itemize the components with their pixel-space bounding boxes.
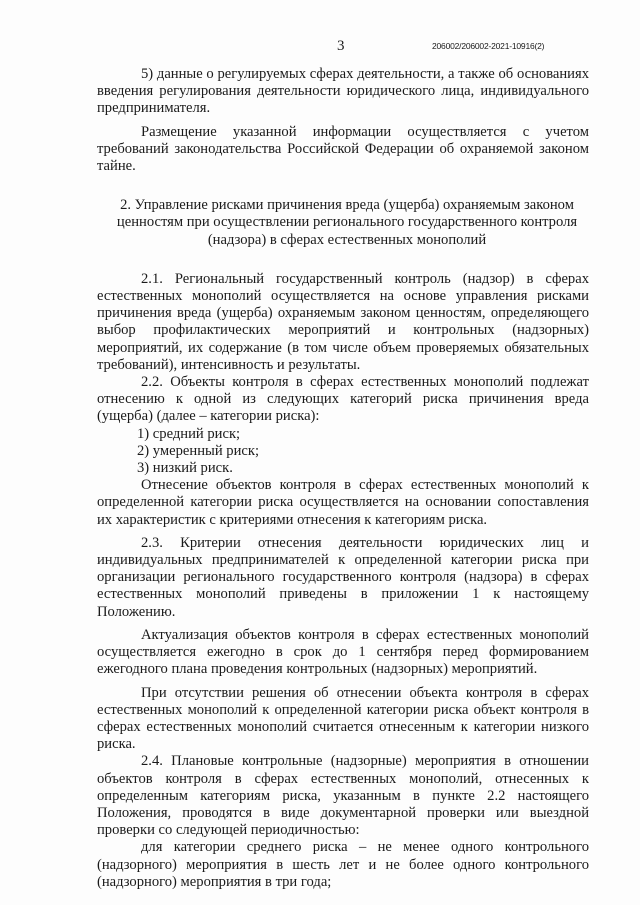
paragraph: 2.3. Критерии отнесения деятельности юридических лиц и индивидуальных предпринимателей к определенной категории риска при организации регионального государственного контроля (надзора) в сферах естественных монополий приведены в приложении 1 к настоящему Положению. — [97, 534, 589, 620]
document-id: 206002/206002-2021-10916(2) — [432, 41, 545, 51]
paragraph: 2.1. Региональный государственный контроль (надзор) в сферах естественных монополий осуществляется на основе управления рисками причинения вреда (ущерба) охраняемым законом ценностям, определяющего выбор профилактических мероприятий и контрольных (надзорных) мероприятий, их содержание (в том числе объем проверяемых обязательных требований), интенсивность и результаты. — [97, 270, 589, 373]
paragraph: для категории среднего риска – не менее одного контрольного (надзорного) мероприятия в шесть лет и не более одного контрольного (надзорного) мероприятия в три года; — [97, 839, 589, 890]
paragraph: 2.2. Объекты контроля в сферах естественных монополий подлежат отнесению к одной из следующих категорий риска причинения вреда (ущерба) (далее – категории риска): — [97, 374, 589, 425]
list-item: 3) низкий риск. — [137, 460, 233, 477]
page-number: 3 — [337, 38, 345, 54]
paragraph: При отсутствии решения об отнесении объекта контроля в сферах естественных монополий к определенной категории риска объект контроля в сферах естественных монополий считается отнесенным к категории низкого риска. — [97, 684, 589, 753]
paragraph: Отнесение объектов контроля в сферах естественных монополий к определенной категории риска осуществляется на основании сопоставления их характеристик с критериями отнесения к категориям риска. — [97, 477, 589, 528]
section-heading: 2. Управление рисками причинения вреда (ущерба) охраняемым законом ценностям при осуществлении регионального государственного контроля (надзора) в сферах естественных монополий — [116, 197, 578, 248]
list-item: 2) умеренный риск; — [137, 442, 260, 459]
paragraph: 5) данные о регулируемых сферах деятельности, а также об основаниях введения регулирования деятельности юридического лица, индивидуального предпринимателя. — [97, 66, 589, 117]
document-body — [97, 66, 589, 891]
paragraph: Размещение указанной информации осуществляется с учетом требований законодательства Российской Федерации об охраняемой законом тайне. — [97, 123, 589, 175]
list-item: 1) средний риск; — [137, 425, 241, 442]
paragraph: 2.4. Плановые контрольные (надзорные) мероприятия в отношении объектов контроля в сферах естественных монополий, отнесенных к определенным категориям риска, указанным в пункте 2.2 настоящего Положения, проводятся в виде документарной проверки или выездной проверки со следующей периодичностью: — [97, 753, 589, 839]
paragraph: Актуализация объектов контроля в сферах естественных монополий осуществляется ежегодно в срок до 1 сентября перед формированием ежегодного плана проведения контрольных (надзорных) мероприятий. — [97, 626, 589, 678]
